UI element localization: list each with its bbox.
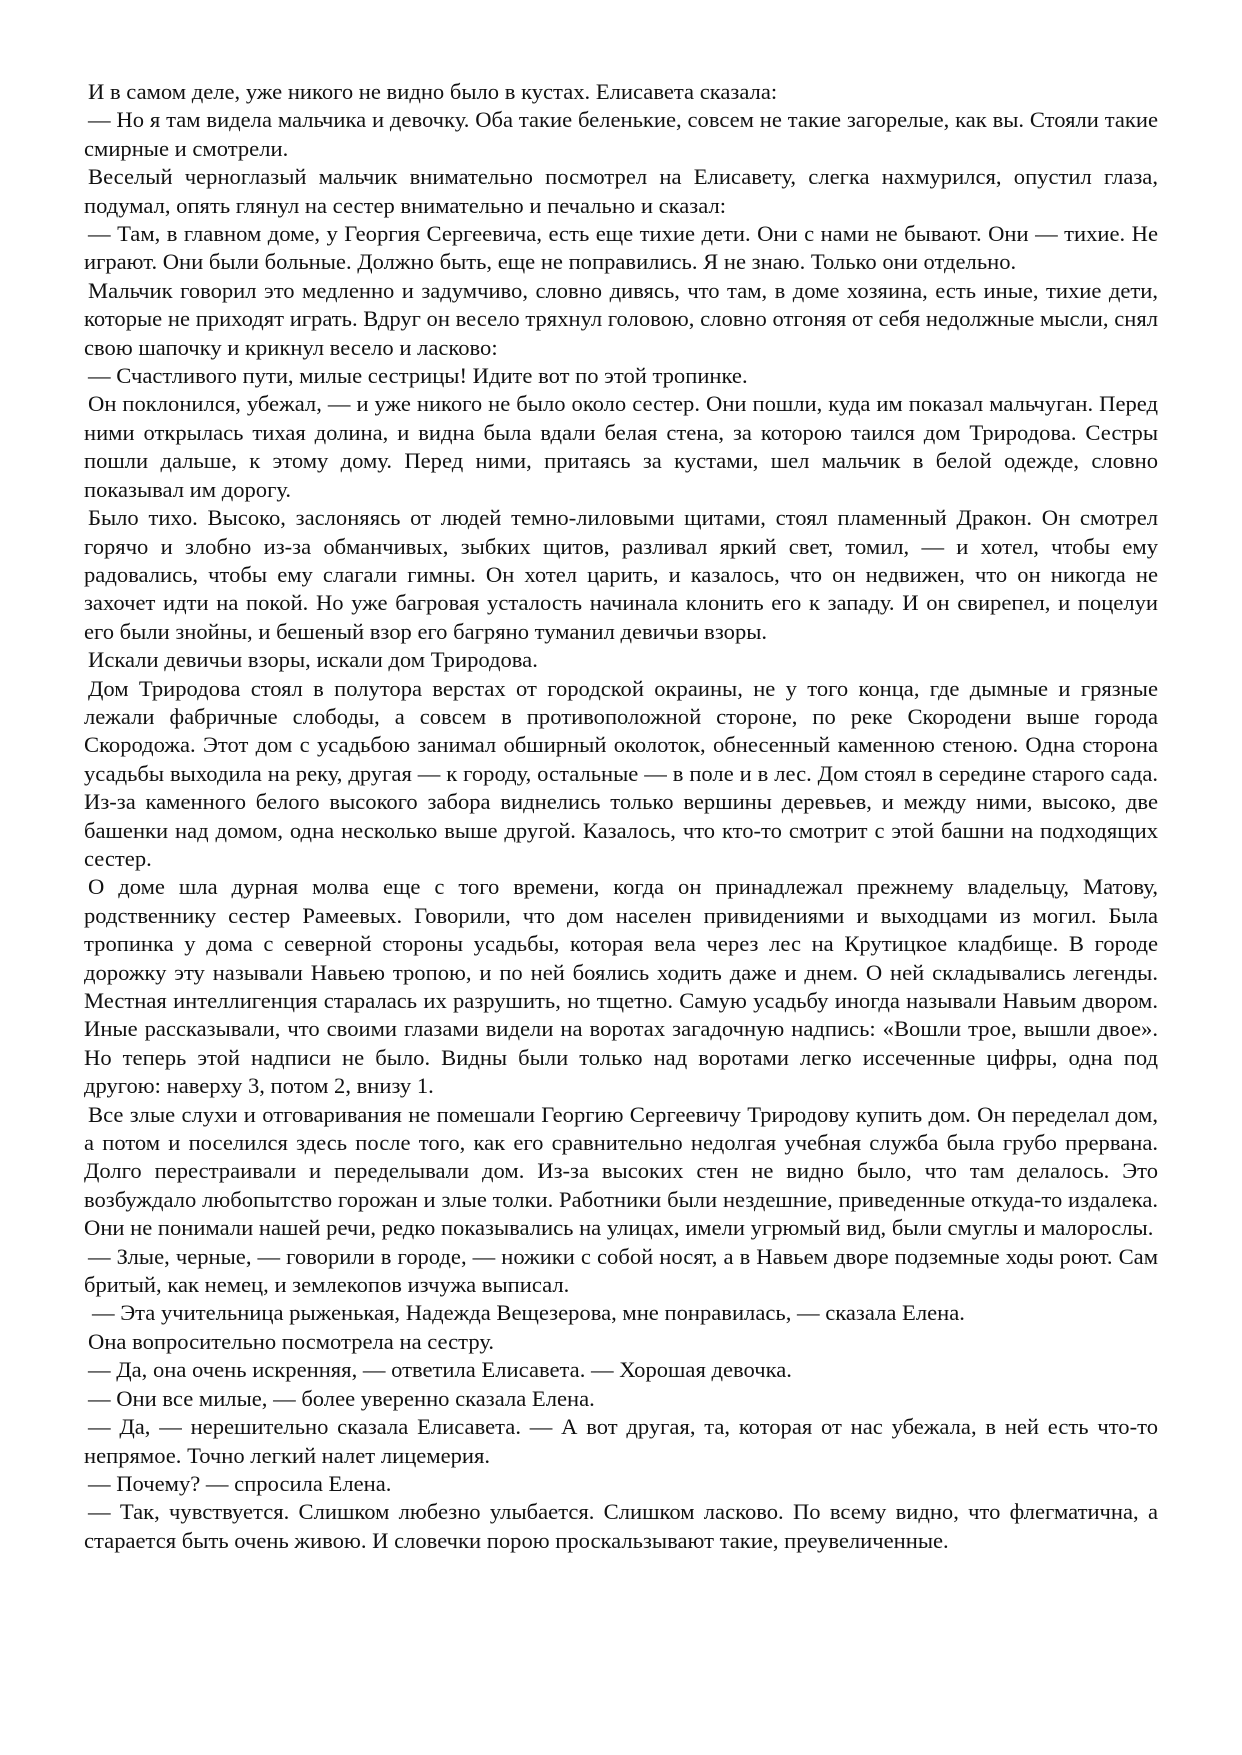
paragraph: Дом Триродова стоял в полутора верстах от городской окраины, не у того конца, где дымные и грязные лежали фабричные слободы, а совсем в противоположной стороне, по реке Скородени выше города Скородожа. Этот дом с усадьбою занимал обширный околоток, обнесенный каменною стеною. Одна сторона усадьбы выходила на реку, другая — к городу, остальные — в поле и в лес. Дом стоял в середине старого сада. Из-за каменного белого высокого забора виднелись только вершины деревьев, и между ними, высоко, две башенки над домом, одна несколько выше другой. Казалось, что кто-то смотрит с этой башни на подходящих сестер.: [84, 675, 1158, 871]
dialogue-line: — Там, в главном доме, у Георгия Сергеевича, есть еще тихие дети. Они с нами не бывают. Они — тихие. Не играют. Они были больные. Должно быть, еще не поправились. Я не знаю. Только они отдельно.: [84, 221, 1158, 275]
paragraph: Он поклонился, убежал, — и уже никого не было около сестер. Они пошли, куда им показал мальчуган. Перед ними открылась тихая долина, и видна была вдали белая стена, за которою таился дом Триродова. Сестры пошли дальше, к этому дому. Перед ними, притаясь за кустами, шел мальчик в белой одежде, словно показывал им дорогу.: [84, 391, 1158, 502]
text-column: [84, 78, 1158, 1555]
paragraph: Было тихо. Высоко, заслоняясь от людей темно-лиловыми щитами, стоял пламенный Дракон. Он смотрел горячо и злобно из-за обманчивых, зыбких щитов, разливал яркий свет, томил, — и хотел, чтобы ему радовались, чтобы ему слагали гимны. Он хотел царить, и казалось, что он недвижен, что он никогда не захочет идти на покой. Но уже багровая усталость начинала клонить его к западу. И он свирепел, и поцелуи его были знойны, и бешеный взор его багряно туманил девичьи взоры.: [84, 505, 1158, 644]
dialogue-line: — Но я там видела мальчика и девочку. Оба такие беленькие, совсем не такие загорелые, как вы. Стояли такие смирные и смотрели.: [84, 107, 1158, 161]
dialogue-line: — Так, чувствуется. Слишком любезно улыбается. Слишком ласково. По всему видно, что флегматична, а старается быть очень живою. И словечки порою проскальзывают такие, преувеличенные.: [84, 1499, 1158, 1553]
dialogue-line: — Эта учительница рыженькая, Надежда Вещезерова, мне понравилась, — сказала Елена.: [92, 1300, 965, 1326]
dialogue-line: — Да, — нерешительно сказала Елисавета. — А вот другая, та, которая от нас убежала, в ней есть что-то непрямое. Точно легкий налет лицемерия.: [84, 1414, 1158, 1468]
paragraph: Все злые слухи и отговаривания не помешали Георгию Сергеевичу Триродову купить дом. Он переделал дом, а потом и поселился здесь после того, как его сравнительно недолгая учебная служба была грубо прервана. Долго перестраивали и переделывали дом. Из-за высоких стен не видно было, что там делалось. Это возбуждало любопытство горожан и злые толки. Работники были нездешние, приведенные откуда-то издалека. Они не понимали нашей речи, редко показывались на улицах, имели угрюмый вид, были смуглы и малорослы.: [84, 1101, 1158, 1241]
dialogue-line: — Да, она очень искренняя, — ответила Елисавета. — Хорошая девочка.: [88, 1357, 792, 1383]
dialogue-line: — Почему? — спросила Елена.: [88, 1470, 392, 1496]
paragraph: Она вопросительно посмотрела на сестру.: [88, 1328, 495, 1354]
paragraph: И в самом деле, уже никого не видно было в кустах. Елисавета сказала:: [88, 79, 778, 104]
paragraph: О доме шла дурная молва еще с того времени, когда он принадлежал прежнему владельцу, Матову, родственнику сестер Рамеевых. Говорили, что дом населен привидениями и выходцами из могил. Была тропинка у дома с северной стороны усадьбы, которая вела через лес на Крутицкое кладбище. В городе дорожку эту называли Навьею тропою, и по ней боялись ходить даже и днем. О ней складывались легенды. Местная интеллигенция старалась их разрушить, но тщетно. Самую усадьбу иногда называли Навьим двором. Иные рассказывали, что своими глазами видели на воротах загадочную надпись: «Вошли трое, вышли двое». Но теперь этой надписи не было. Видны были только над воротами легко иссеченные цифры, одна под другою: наверху 3, потом 2, внизу 1.: [84, 874, 1158, 1099]
paragraph: Веселый черноглазый мальчик внимательно посмотрел на Елисавету, слегка нахмурился, опустил глаза, подумал, опять глянул на сестер внимательно и печально и сказал:: [84, 164, 1158, 218]
dialogue-line: — Счастливого пути, милые сестрицы! Идите вот по этой тропинке.: [88, 363, 748, 389]
dialogue-line: — Они все милые, — более уверенно сказала Елена.: [88, 1385, 595, 1411]
paragraph: Мальчик говорил это медленно и задумчиво, словно дивясь, что там, в доме хозяина, есть иные, тихие дети, которые не приходят играть. Вдруг он весело тряхнул головою, словно отгоняя от себя недолжные мысли, снял свою шапочку и крикнул весело и ласково:: [84, 277, 1158, 360]
dialogue-line: — Злые, черные, — говорили в городе, — ножики с собой носят, а в Навьем дворе подземные ходы роют. Сам бритый, как немец, и землекопов изчужа выписал.: [84, 1243, 1158, 1298]
paragraph: Искали девичьи взоры, искали дом Триродова.: [88, 647, 538, 673]
